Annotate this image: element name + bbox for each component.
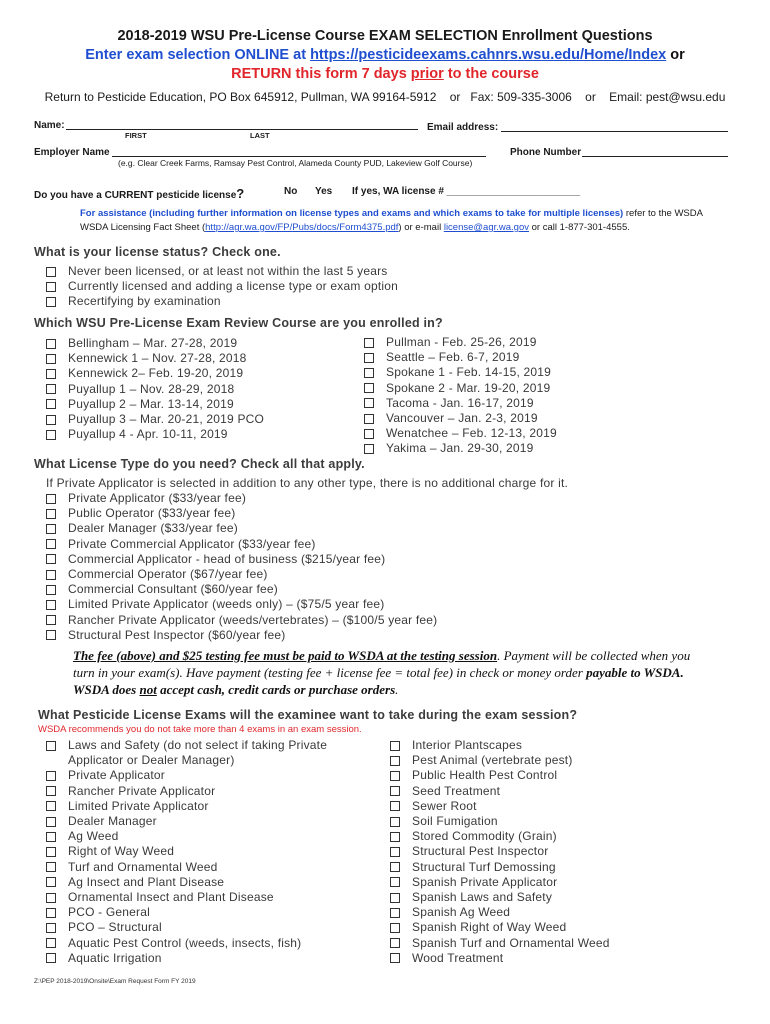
exam-option[interactable]: [390, 768, 610, 783]
page-title: [0, 28, 770, 44]
course-label: Kennewick 2– Feb. 19-20, 2019: [68, 366, 244, 381]
return-prefix: RETURN this form 7 days: [231, 66, 411, 82]
checkbox[interactable]: [390, 832, 400, 842]
license-type-label: Dealer Manager ($33/year fee): [68, 521, 238, 536]
checkbox[interactable]: [46, 877, 56, 887]
checkbox[interactable]: [46, 369, 56, 379]
course-option[interactable]: [46, 366, 264, 381]
return-suffix: to the course: [443, 66, 539, 82]
checkbox[interactable]: [46, 786, 56, 796]
question-mark: ?: [236, 186, 245, 201]
status-option[interactable]: [46, 264, 398, 279]
exam-option[interactable]: [390, 799, 610, 814]
course-option[interactable]: [364, 441, 557, 456]
checkbox[interactable]: [390, 771, 400, 781]
exam-label: Ag Insect and Plant Disease: [68, 874, 225, 889]
checkbox[interactable]: [46, 741, 56, 751]
exam-option[interactable]: [46, 860, 346, 875]
license-type-option[interactable]: [46, 552, 437, 567]
assistance-text-2: ) or e-mail: [398, 222, 444, 233]
license-type-label: Structural Pest Inspector ($60/year fee): [68, 627, 286, 642]
license-type-option[interactable]: [46, 582, 437, 597]
license-type-note: If Private Applicator is selected in addition to any other type, there is no additional charge for it.: [46, 476, 569, 490]
online-suffix: or: [666, 47, 685, 63]
fee-note-end: .: [395, 682, 399, 697]
checkbox[interactable]: [46, 801, 56, 811]
assistance-note: [80, 207, 720, 235]
course-options-left: [46, 336, 264, 442]
no-option[interactable]: No: [284, 186, 298, 197]
last-name-label: LAST: [250, 131, 270, 140]
course-option[interactable]: [364, 350, 557, 365]
license-type-label: Private Applicator ($33/year fee): [68, 491, 247, 505]
email-label: Email address:: [427, 122, 499, 133]
course-option[interactable]: [46, 427, 264, 442]
exam-label: Soil Fumigation: [412, 814, 498, 829]
checkbox[interactable]: [46, 524, 56, 534]
status-option-label: Never been licensed, or at least not within the last 5 years: [68, 264, 388, 278]
license-type-label: Public Operator ($33/year fee): [68, 506, 236, 521]
checkbox[interactable]: [390, 801, 400, 811]
course-options-right: [364, 335, 557, 457]
exam-label: Stored Commodity (Grain): [412, 829, 557, 844]
checkbox[interactable]: [46, 847, 56, 857]
license-type-option[interactable]: [46, 597, 437, 612]
title-text: WSU Pre-License Course EXAM SELECTION Enrollment Questions: [186, 28, 653, 44]
course-option[interactable]: [364, 396, 557, 411]
phone-label: Phone Number: [510, 147, 582, 158]
checkbox[interactable]: [46, 938, 56, 948]
exam-label: Sewer Root: [412, 798, 477, 813]
exam-label: Limited Private Applicator: [68, 798, 209, 813]
status-option-label: Recertifying by examination: [68, 294, 221, 309]
course-label: Puyallup 4 - Apr. 10-11, 2019: [68, 427, 228, 442]
course-option[interactable]: [364, 381, 557, 396]
email-field[interactable]: [501, 121, 728, 132]
checkbox[interactable]: [46, 494, 56, 504]
license-type-option[interactable]: [46, 613, 437, 628]
course-label: Seattle – Feb. 6-7, 2019: [386, 350, 520, 365]
license-type-label: Commercial Consultant ($60/year fee): [68, 582, 278, 597]
course-question: Which WSU Pre-License Exam Review Course are you enrolled in?: [34, 316, 443, 330]
exam-label: Laws and Safety (do not select if taking Private Applicator or Dealer Manager): [68, 738, 328, 768]
fee-note: [73, 647, 713, 698]
checkbox[interactable]: [46, 267, 56, 277]
exam-options-left: [46, 738, 346, 966]
checkbox[interactable]: [46, 923, 56, 933]
license-type-label: Commercial Operator ($67/year fee): [68, 567, 268, 582]
checkbox[interactable]: [46, 554, 56, 564]
fee-note-emphasis: The fee (above) and $25 testing fee must be paid to WSDA at the testing session: [73, 648, 498, 663]
course-label: Puyallup 3 – Mar. 20-21, 2019 PCO: [68, 412, 265, 427]
exam-label: Wood Treatment: [412, 950, 504, 965]
exams-question: What Pesticide License Exams will the examinee want to take during the exam session?: [38, 708, 578, 722]
course-option[interactable]: [46, 397, 264, 412]
checkbox[interactable]: [390, 862, 400, 872]
exam-label: PCO - General: [68, 905, 150, 920]
checkbox[interactable]: [46, 953, 56, 963]
exam-option[interactable]: [390, 951, 610, 966]
exam-label: Right of Way Weed: [68, 844, 175, 859]
file-path-footer: Z:\PEP 2018-2019\Onsite\Exam Request Form FY 2019: [34, 978, 196, 985]
checkbox[interactable]: [364, 383, 374, 393]
license-type-options: [46, 491, 437, 643]
exam-label: Seed Treatment: [412, 783, 501, 798]
license-type-question: What License Type do you need? Check all that apply.: [34, 457, 365, 471]
exam-option[interactable]: [46, 768, 346, 783]
license-type-option[interactable]: [46, 506, 437, 521]
exam-option[interactable]: [390, 738, 610, 753]
course-label: Tacoma - Jan. 16-17, 2019: [386, 395, 534, 410]
course-option[interactable]: [46, 382, 264, 397]
checkbox[interactable]: [390, 893, 400, 903]
checkbox[interactable]: [46, 415, 56, 425]
assistance-text-1: refer to the WSDA WSDA Licensing Fact Sheet (: [80, 208, 703, 233]
checkbox[interactable]: [46, 539, 56, 549]
exam-option[interactable]: [46, 890, 346, 905]
license-status-options: [46, 264, 398, 310]
exam-option[interactable]: [390, 753, 610, 768]
checkbox[interactable]: [46, 893, 56, 903]
title-year: 2018-2019: [117, 28, 187, 44]
exam-label: Structural Turf Demossing: [412, 859, 556, 874]
name-label: Name:: [34, 120, 65, 131]
course-option[interactable]: [364, 335, 557, 350]
course-option[interactable]: [364, 411, 557, 426]
checkbox[interactable]: [390, 847, 400, 857]
exam-option[interactable]: [390, 784, 610, 799]
checkbox[interactable]: [390, 741, 400, 751]
course-label: Bellingham – Mar. 27-28, 2019: [68, 336, 238, 350]
license-type-option[interactable]: [46, 537, 437, 552]
checkbox[interactable]: [390, 938, 400, 948]
exam-label: Interior Plantscapes: [412, 738, 523, 752]
online-instructions: [0, 47, 770, 63]
course-option[interactable]: [46, 336, 264, 351]
fee-note-not: not: [139, 682, 157, 697]
exam-option[interactable]: [46, 905, 346, 920]
checkbox[interactable]: [390, 756, 400, 766]
checkbox[interactable]: [46, 585, 56, 595]
current-license-question: [34, 186, 244, 201]
checkbox[interactable]: [46, 630, 56, 640]
exam-label: Ornamental Insect and Plant Disease: [68, 890, 274, 905]
license-type-option[interactable]: [46, 491, 437, 506]
checkbox[interactable]: [46, 354, 56, 364]
exam-selection-link[interactable]: https://pesticideexams.cahnrs.wsu.edu/Home/Index: [310, 47, 667, 63]
exam-option[interactable]: [46, 784, 346, 799]
checkbox[interactable]: [46, 832, 56, 842]
checkbox[interactable]: [46, 771, 56, 781]
checkbox[interactable]: [46, 509, 56, 519]
fee-note-payable: payable to WSDA. WSDA does: [73, 665, 684, 697]
exam-option[interactable]: [46, 936, 346, 951]
exam-label: PCO – Structural: [68, 920, 162, 935]
checkbox[interactable]: [364, 368, 374, 378]
course-label: Pullman - Feb. 25-26, 2019: [386, 335, 537, 349]
checkbox[interactable]: [364, 414, 374, 424]
exam-label: Pest Animal (vertebrate pest): [412, 753, 573, 768]
exam-label: Spanish Private Applicator: [412, 874, 558, 889]
exam-option[interactable]: [46, 844, 346, 859]
status-option-label: Currently licensed and adding a license type or exam option: [68, 279, 398, 294]
course-option[interactable]: [46, 412, 264, 427]
exam-option[interactable]: [390, 844, 610, 859]
checkbox[interactable]: [46, 282, 56, 292]
checkbox[interactable]: [364, 353, 374, 363]
checkbox[interactable]: [390, 877, 400, 887]
employer-example: (e.g. Clear Creek Farms, Ramsay Pest Control, Alameda County PUD, Lakeview Golf Course): [118, 158, 473, 168]
course-label: Spokane 2 - Mar. 19-20, 2019: [386, 380, 551, 395]
first-name-label: FIRST: [125, 131, 147, 140]
course-label: Vancouver – Jan. 2-3, 2019: [386, 411, 538, 426]
exam-option[interactable]: [390, 829, 610, 844]
fact-sheet-link[interactable]: http://agr.wa.gov/FP/Pubs/docs/Form4375.pdf: [205, 222, 399, 233]
exam-option[interactable]: [390, 890, 610, 905]
exam-option[interactable]: [390, 814, 610, 829]
course-option[interactable]: [46, 351, 264, 366]
license-type-option[interactable]: [46, 567, 437, 582]
exam-label: Spanish Laws and Safety: [412, 890, 553, 905]
online-prefix: Enter exam selection ONLINE at: [85, 47, 311, 63]
exam-option[interactable]: [390, 905, 610, 920]
exam-label: Aquatic Irrigation: [68, 950, 162, 965]
license-email-link[interactable]: license@agr.wa.gov: [443, 222, 529, 233]
checkbox[interactable]: [364, 444, 374, 454]
checkbox[interactable]: [364, 398, 374, 408]
exam-option[interactable]: [46, 875, 346, 890]
fee-note-no-cash: accept cash, credit cards or purchase orders: [156, 682, 396, 697]
exam-option[interactable]: [390, 920, 610, 935]
assistance-bold: For assistance (including further information on license types and exams and which exams to take for multiple licenses): [80, 208, 624, 219]
checkbox[interactable]: [390, 817, 400, 827]
employer-field[interactable]: [112, 146, 486, 157]
exam-label: Aquatic Pest Control (weeds, insects, fish): [68, 935, 302, 950]
yes-option[interactable]: Yes: [315, 186, 333, 197]
course-option[interactable]: [364, 426, 557, 441]
wa-license-number-field[interactable]: If yes, WA license # ________________________: [352, 186, 581, 197]
license-status-question: What is your license status? Check one.: [34, 245, 281, 259]
exam-option[interactable]: [46, 738, 346, 768]
course-label: Kennewick 1 – Nov. 27-28, 2018: [68, 351, 247, 366]
name-field[interactable]: [66, 119, 418, 130]
checkbox[interactable]: [46, 600, 56, 610]
license-type-label: Rancher Private Applicator (weeds/vertebrates) – ($100/5 year fee): [68, 612, 438, 627]
checkbox[interactable]: [46, 908, 56, 918]
course-label: Yakima – Jan. 29-30, 2019: [386, 441, 534, 456]
course-label: Puyallup 2 – Mar. 13-14, 2019: [68, 396, 234, 411]
checkbox[interactable]: [390, 908, 400, 918]
checkbox[interactable]: [46, 384, 56, 394]
return-address: Return to Pesticide Education, PO Box 645912, Pullman, WA 99164-5912 or Fax: 509-335-3006 or Email: pest@wsu.edu: [44, 90, 726, 104]
exam-option[interactable]: [46, 951, 346, 966]
exam-label: Private Applicator: [68, 768, 165, 783]
exam-option[interactable]: [46, 920, 346, 935]
exam-label: Public Health Pest Control: [412, 768, 558, 783]
exams-limit-note: WSDA recommends you do not take more than 4 exams in an exam session.: [38, 724, 362, 735]
course-label: Wenatchee – Feb. 12-13, 2019: [386, 426, 557, 441]
course-option[interactable]: [364, 365, 557, 380]
checkbox[interactable]: [46, 570, 56, 580]
exam-options-right: [390, 738, 610, 966]
checkbox[interactable]: [364, 338, 374, 348]
checkbox[interactable]: [364, 429, 374, 439]
checkbox[interactable]: [390, 923, 400, 933]
exam-label: Dealer Manager: [68, 814, 157, 829]
exam-option[interactable]: [46, 814, 346, 829]
checkbox[interactable]: [46, 862, 56, 872]
license-type-label: Private Commercial Applicator ($33/year fee): [68, 536, 316, 551]
checkbox[interactable]: [46, 297, 56, 307]
assistance-text-3: or call 1-877-301-4555.: [529, 222, 630, 233]
checkbox[interactable]: [46, 615, 56, 625]
course-label: Spokane 1 - Feb. 14-15, 2019: [386, 365, 552, 380]
return-prior: prior: [410, 66, 444, 82]
exam-label: Turf and Ornamental Weed: [68, 859, 218, 874]
exam-option[interactable]: [390, 936, 610, 951]
checkbox[interactable]: [46, 430, 56, 440]
status-option[interactable]: [46, 294, 398, 309]
exam-label: Rancher Private Applicator: [68, 783, 216, 798]
exam-option[interactable]: [46, 829, 346, 844]
checkbox[interactable]: [46, 399, 56, 409]
exam-option[interactable]: [390, 860, 610, 875]
exam-option[interactable]: [46, 799, 346, 814]
checkbox[interactable]: [390, 786, 400, 796]
exam-label: Spanish Turf and Ornamental Weed: [412, 935, 610, 950]
license-type-option[interactable]: [46, 521, 437, 536]
license-type-option[interactable]: [46, 628, 437, 643]
fee-note-text: . Payment will be collected when you turn in your exam(s). Have payment (testing fee + license fee = total fee) in check or money order: [73, 648, 691, 680]
checkbox[interactable]: [46, 817, 56, 827]
current-license-text: Do you have a CURRENT pesticide license: [34, 190, 237, 201]
employer-label: Employer Name: [34, 147, 110, 158]
exam-label: Ag Weed: [68, 829, 119, 844]
return-instructions: [0, 66, 770, 82]
exam-label: Structural Pest Inspector: [412, 844, 549, 859]
course-label: Puyallup 1 – Nov. 28-29, 2018: [68, 381, 235, 396]
license-type-label: Limited Private Applicator (weeds only) – ($75/5 year fee): [68, 597, 385, 612]
checkbox[interactable]: [390, 953, 400, 963]
status-option[interactable]: [46, 279, 398, 294]
exam-option[interactable]: [390, 875, 610, 890]
exam-label: Spanish Ag Weed: [412, 905, 511, 920]
exam-label: Spanish Right of Way Weed: [412, 920, 567, 935]
phone-field[interactable]: [582, 146, 728, 157]
license-type-label: Commercial Applicator - head of business ($215/year fee): [68, 551, 386, 566]
checkbox[interactable]: [46, 339, 56, 349]
